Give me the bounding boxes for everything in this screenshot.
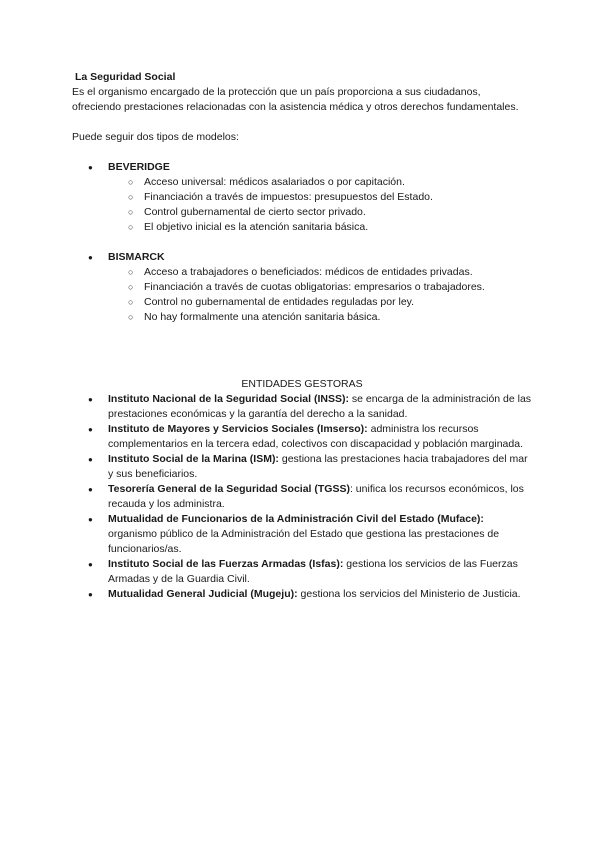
entities-list [72,392,532,602]
model-name: BEVERIDGE [108,161,170,173]
entity-item [72,587,532,602]
entity-desc: gestiona los servicios del Ministerio de Justicia. [297,588,521,600]
entity-name: Mutualidad de Funcionarios de la Administración Civil del Estado (Muface): [108,513,484,525]
entity-desc: administra los recursos complementarios en la tercera edad, colectivos con discapacidad y población marginada. [108,423,523,450]
entity-name: Instituto Nacional de la Seguridad Social (INSS): [108,393,349,405]
entity-name: Instituto Social de las Fuerzas Armadas (Isfas): [108,558,344,570]
model-point: ○ Control no gubernamental de entidades reguladas por ley. [72,295,532,310]
entity-item [72,512,532,557]
intro-paragraph: Es el organismo encargado de la protección que un país proporciona a sus ciudadanos, ofreciendo prestaciones relacionadas con la asistencia médica y otros derechos fundamentales. [72,86,519,113]
entity-desc: gestiona las prestaciones hacia trabajadores del mar y sus beneficiarios. [108,453,528,480]
entity-item [72,392,532,422]
entities-heading: ENTIDADES GESTORAS [241,378,363,390]
entity-desc: gestiona los servicios de las Fuerzas Armadas y de la Guardia Civil. [108,558,518,585]
model-point: ○ Acceso a trabajadores o beneficiados: médicos de entidades privadas. [72,265,532,280]
model-point: ○ Acceso universal: médicos asalariados o por capitación. [72,175,532,190]
entity-name: Instituto Social de la Marina (ISM): [108,453,279,465]
model-item-beveridge [72,160,532,235]
model-list [72,160,532,235]
model-points [72,265,532,325]
model-name: BISMARCK [108,251,165,263]
model-point: ○ No hay formalmente una atención sanitaria básica. [72,310,532,325]
entity-item [72,557,532,587]
entity-item [72,482,532,512]
entity-desc: organismo público de la Administración del Estado que gestiona las prestaciones de funcionarios/as. [108,528,500,555]
model-point: ○ Control gubernamental de cierto sector privado. [72,205,532,220]
page-title: La Seguridad Social [75,71,176,83]
model-points [72,175,532,235]
entity-desc: se encarga de la administración de las prestaciones económicas y la garantía del derecho a la sanidad. [108,393,532,420]
entity-item [72,452,532,482]
entity-name: Tesorería General de la Seguridad Social (TGSS) [108,483,350,495]
models-intro: Puede seguir dos tipos de modelos: [72,131,239,143]
model-point: ○ Financiación a través de cuotas obligatorias: empresarios o trabajadores. [72,280,532,295]
model-point: ○ Financiación a través de impuestos: presupuestos del Estado. [72,190,532,205]
document-body [72,70,532,602]
entity-item [72,422,532,452]
model-item-bismarck [72,250,532,325]
entity-name: Instituto de Mayores y Servicios Sociales (Imserso): [108,423,368,435]
model-list-2 [72,250,532,325]
model-point: ○ El objetivo inicial es la atención sanitaria básica. [72,220,532,235]
entity-desc: : unifica los recursos económicos, los recauda y los administra. [108,483,524,510]
entity-name: Mutualidad General Judicial (Mugeju): [108,588,298,600]
